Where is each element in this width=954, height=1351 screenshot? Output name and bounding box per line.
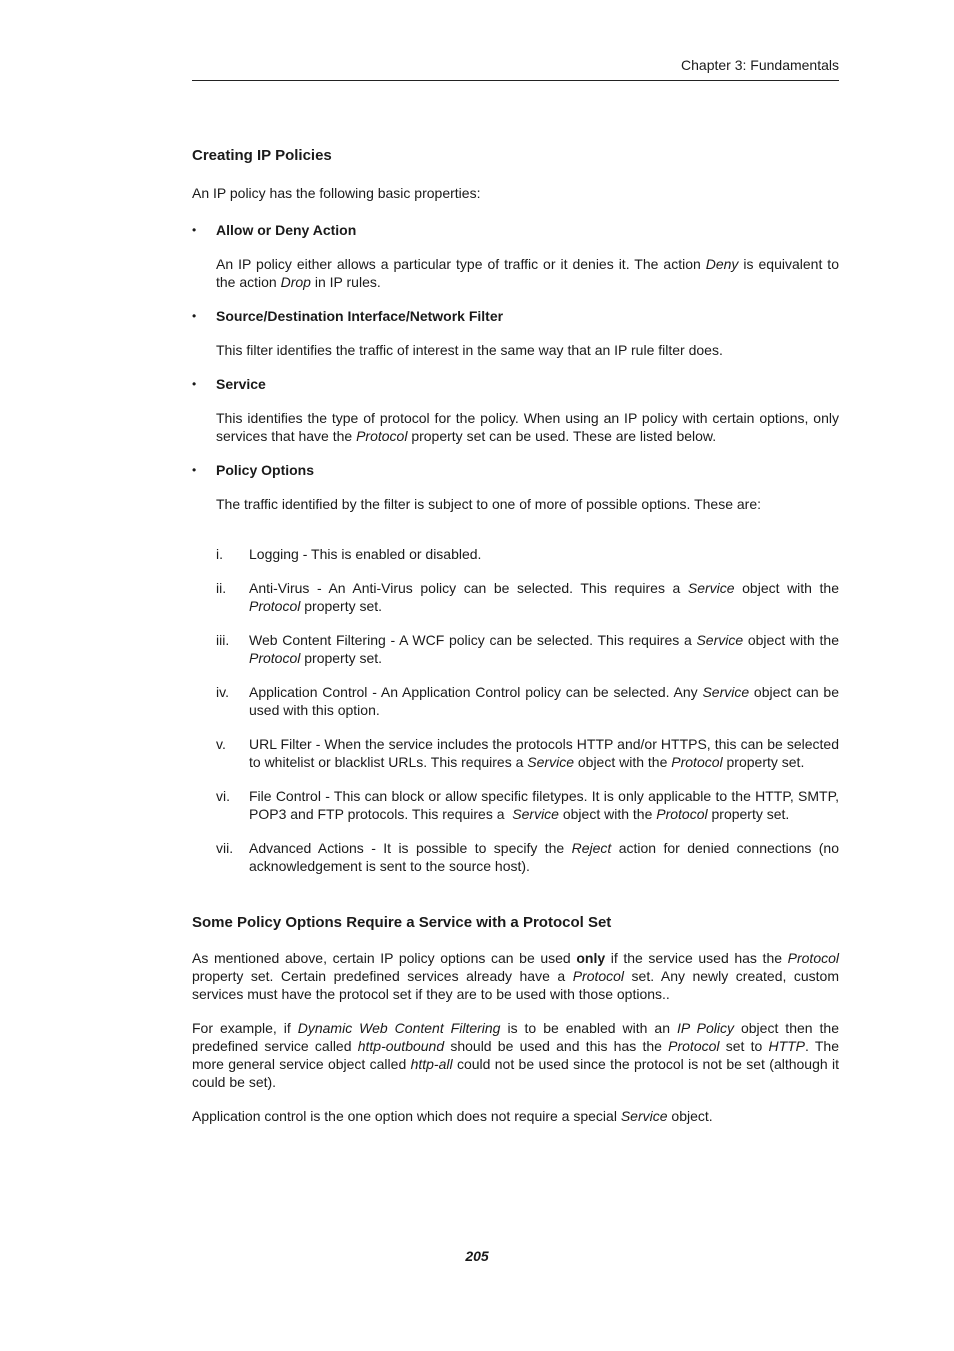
list-item-text: Anti-Virus - An Anti-Virus policy can be selected. This requires a Service object with the Protocol property set. — [249, 580, 839, 614]
list-number: i. — [216, 546, 223, 562]
list-number: vi. — [216, 788, 230, 804]
section-heading-protocol-set: Some Policy Options Require a Service with a Protocol Set — [192, 914, 612, 931]
list-number: vii. — [216, 840, 234, 856]
list-number: iv. — [216, 684, 229, 700]
bullet-title: Policy Options — [216, 462, 315, 478]
list-item-text: Logging - This is enabled or disabled. — [249, 546, 482, 562]
bullet-description: This filter identifies the traffic of interest in the same way that an IP rule filter does. — [216, 342, 723, 358]
list-item-text: Application Control - An Application Control policy can be selected. Any Service object can be used with this option. — [249, 684, 840, 718]
list-item — [216, 787, 839, 823]
page-content — [192, 146, 839, 1125]
list-number: ii. — [216, 580, 227, 596]
page-number: 205 — [465, 1248, 489, 1264]
list-item — [216, 579, 839, 615]
bullet-title: Service — [216, 376, 266, 392]
list-item — [216, 545, 839, 563]
bullet-item — [192, 375, 839, 445]
page-header — [192, 56, 839, 81]
list-item-text: Advanced Actions - It is possible to specify the Reject action for denied connections (no acknowledgement is sent to the source host). — [249, 840, 839, 874]
bullet-icon: • — [192, 309, 197, 323]
bullet-item — [192, 307, 839, 359]
intro-paragraph: An IP policy has the following basic properties: — [192, 185, 481, 201]
bullet-icon: • — [192, 463, 197, 477]
bullet-item — [192, 461, 839, 513]
section-heading-creating-ip-policies: Creating IP Policies — [192, 147, 332, 164]
bullet-item — [192, 221, 839, 291]
bullet-title: Source/Destination Interface/Network Filter — [216, 308, 504, 324]
list-item-text: File Control - This can block or allow specific filetypes. It is only applicable to the HTTP, SMTP, POP3 and FTP protocols. This requires a Service object with the Protocol property set. — [249, 788, 839, 822]
list-item-text: Web Content Filtering - A WCF policy can be selected. This requires a Service object with the Protocol property set. — [249, 632, 839, 666]
bullet-description: The traffic identified by the filter is subject to one of more of possible options. These are: — [216, 496, 762, 512]
bullet-icon: • — [192, 223, 197, 237]
list-number: iii. — [216, 632, 230, 648]
list-item — [216, 683, 839, 719]
bullet-icon: • — [192, 377, 197, 391]
bullet-title: Allow or Deny Action — [216, 222, 357, 238]
list-item — [216, 631, 839, 667]
list-item — [216, 735, 839, 771]
body-paragraph: Application control is the one option which does not require a special Service object. — [192, 1108, 713, 1124]
body-paragraph: As mentioned above, certain IP policy options can be used only if the service used has the Protocol property set. Certain predefined services already have a Protocol set. Any newly created, custom services must have the protocol set if they are to be used with those options.. — [192, 950, 839, 1002]
bullet-description: This identifies the type of protocol for the policy. When using an IP policy with certain options, only services that have the Protocol property set can be used. These are listed below. — [216, 410, 839, 444]
list-item — [216, 839, 839, 875]
policy-options-list — [192, 545, 839, 875]
body-paragraph: For example, if Dynamic Web Content Filtering is to be enabled with an IP Policy object then the predefined service called http-outbound should be used and this has the Protocol set to HTTP. The more general service object called http-all could not be used since the protocol is not be set (although it could be set). — [192, 1020, 839, 1090]
bullet-description: An IP policy either allows a particular type of traffic or it denies it. The action Deny is equivalent to the action Drop in IP rules. — [216, 256, 839, 290]
list-number: v. — [216, 736, 226, 752]
list-item-text: URL Filter - When the service includes the protocols HTTP and/or HTTPS, this can be selected to whitelist or blacklist URLs. This requires a Service object with the Protocol property set. — [249, 736, 839, 770]
chapter-title: Chapter 3: Fundamentals — [681, 57, 839, 73]
